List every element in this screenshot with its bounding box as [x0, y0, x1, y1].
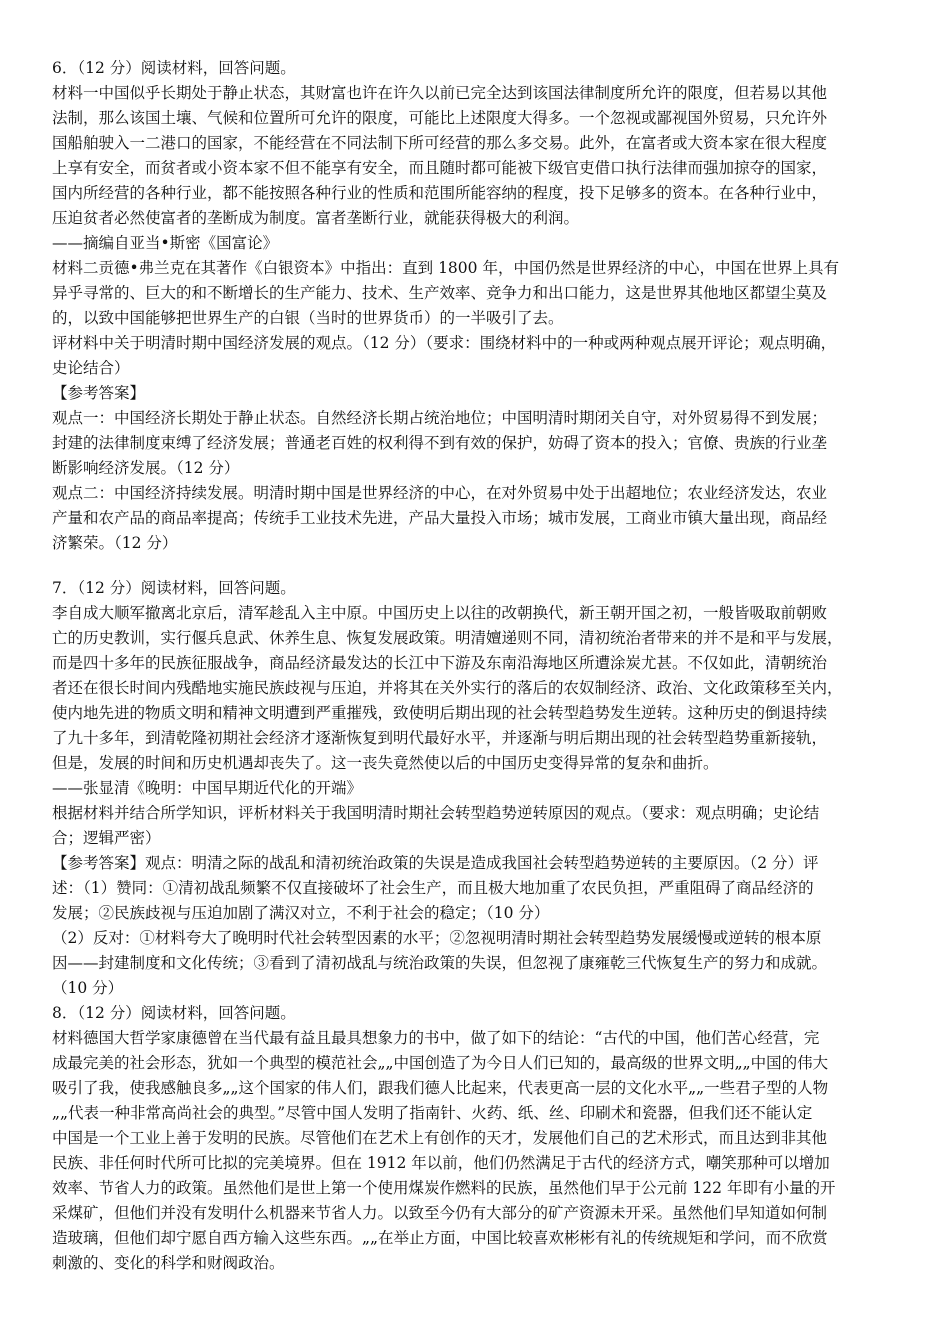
text-line: 的，以致中国能够把世界生产的白银（当时的世界货币）的一半吸引了去。 [52, 309, 564, 327]
text-line: 亡的历史教训，实行偃兵息武、休养生息、恢复发展政策。明清嬗递则不同，清初统治者带来的并不是和平与发展， [52, 629, 843, 647]
text-line: 产量和农产品的商品率提高；传统手工业技术先进，产品大量投入市场；城市发展，工商业市镇大量出现，商品经 [52, 509, 828, 527]
text-line: 效率、节省人力的政策。虽然他们是世上第一个使用煤炭作燃料的民族，虽然他们早于公元前 122 年即有小量的开 [52, 1179, 836, 1197]
text-line: 断影响经济发展。（12 分） [52, 459, 240, 477]
text-line: 材料二贡德•弗兰克在其著作《白银资本》中指出：直到 1800 年，中国仍然是世界经济的中心，中国在世界上具有 [52, 259, 839, 277]
text-line: 上享有安全，而贫者或小资本家不但不能享有安全，而且随时都可能被下级官吏借口执行法律而强加掠夺的国家， [52, 159, 828, 177]
text-line: 者还在很长时间内残酷地实施民族歧视与压迫，并将其在关外实行的落后的农奴制经济、政治、文化政策移至关内， [52, 679, 843, 697]
text-line: 国内所经营的各种行业，都不能按照各种行业的性质和范围所能容纳的程度，投下足够多的资本。在各种行业中， [52, 184, 828, 202]
text-line: 造玻璃，但他们却宁愿自西方输入这些东西。„„在举止方面，中国比较喜欢彬彬有礼的传统规矩和学问，而不欣赏 [52, 1229, 828, 1247]
text-line: „„代表一种非常高尚社会的典型。”尽管中国人发明了指南针、火药、纸、丝、印刷术和瓷器，但我们还不能认定 [52, 1104, 813, 1122]
text-line: 采煤矿，但他们并没有发明什么机器来节省人力。以致至今仍有大部分的矿产资源未开采。虽然他们早知道如何制 [52, 1204, 828, 1222]
text-line: 使内地先进的物质文明和精神文明遭到严重摧残，致使明后期出现的社会转型趋势发生逆转。这种历史的倒退持续 [52, 704, 828, 722]
paragraph-gap [52, 556, 908, 576]
text-line: 7．（12 分）阅读材料，回答问题。 [52, 579, 296, 597]
text-line: 李自成大顺军撤离北京后，清军趁乱入主中原。中国历史上以往的改朝换代，新王朝开国之初，一般皆吸取前朝败 [52, 604, 828, 622]
text-line: 根据材料并结合所学知识，评析材料关于我国明清时期社会转型趋势逆转原因的观点。（要求：观点明确；史论结 [52, 804, 820, 822]
text-line: 史论结合） [52, 359, 130, 377]
text-line: 了九十多年，到清乾隆初期社会经济才逐渐恢复到明代最好水平，并逐渐与明后期出现的社会转型趋势重新接轨， [52, 729, 828, 747]
text-line: 压迫贫者必然使富者的垄断成为制度。富者垄断行业，就能获得极大的利润。 [52, 209, 580, 227]
document-page [52, 56, 908, 1276]
text-line: 【参考答案】观点：明清之际的战乱和清初统治政策的失误是造成我国社会转型趋势逆转的主要原因。（2 分）评 [52, 854, 819, 872]
text-line: 法制，那么该国土壤、气候和位置所可允许的限度，可能比上述限度大得多。一个忽视或鄙视国外贸易，只允许外 [52, 109, 828, 127]
text-line: 6．（12 分）阅读材料，回答问题。 [52, 59, 296, 77]
text-line: 民族、非任何时代所可比拟的完美境界。但在 1912 年以前，他们仍然满足于古代的经济方式，嘲笑那种可以增加 [52, 1154, 830, 1172]
text-line: 材料德国大哲学家康德曾在当代最有益且最具想象力的书中，做了如下的结论：“古代的中国，他们苦心经营，完 [52, 1029, 820, 1047]
text-line: 封建的法律制度束缚了经济发展；普通老百姓的权利得不到有效的保护，妨碍了资本的投入；官僚、贵族的行业垄 [52, 434, 828, 452]
text-line: 发展；②民族歧视与压迫加剧了满汉对立，不利于社会的稳定；（10 分） [52, 904, 550, 922]
text-line: 观点一：中国经济长期处于静止状态。自然经济长期占统治地位；中国明清时期闭关自守，对外贸易得不到发展； [52, 409, 828, 427]
text-line: 异乎寻常的、巨大的和不断增长的生产能力、技术、生产效率、竞争力和出口能力，这是世界其他地区都望尘莫及 [52, 284, 828, 302]
text-line: 评材料中关于明清时期中国经济发展的观点。（12 分）（要求：围绕材料中的一种或两种观点展开评论；观点明确， [52, 334, 837, 352]
text-line: 合；逻辑严密） [52, 829, 161, 847]
text-line: 因——封建制度和文化传统；③看到了清初战乱与统治政策的失误，但忽视了康雍乾三代恢复生产的努力和成就。 [52, 954, 828, 972]
text-line: 济繁荣。（12 分） [52, 534, 178, 552]
text-line: 但是，发展的时间和历史机遇却丧失了。这一丧失竟然使以后的中国历史变得异常的复杂和曲折。 [52, 754, 719, 772]
text-line: ——张显清《晚明：中国早期近代化的开端》 [52, 779, 363, 797]
text-line: 而是四十多年的民族征服战争，商品经济最发达的长江中下游及东南沿海地区所遭涂炭尤甚。不仅如此，清朝统治 [52, 654, 828, 672]
text-line: 国船舶驶入一二港口的国家，不能经营在不同法制下所可经营的那么多交易。此外，在富者或大资本家在很大程度 [52, 134, 828, 152]
text-line: 刺激的、变化的科学和财阀政治。 [52, 1254, 285, 1272]
text-line: （10 分） [52, 979, 124, 997]
text-line: （2）反对：①材料夸大了晚明时代社会转型因素的水平；②忽视明清时期社会转型趋势发展缓慢或逆转的根本原 [52, 929, 822, 947]
text-line: 中国是一个工业上善于发明的民族。尽管他们在艺术上有创作的天才，发展他们自己的艺术形式，而且达到非其他 [52, 1129, 828, 1147]
text-line: 吸引了我，使我感触良多„„这个国家的伟人们，跟我们德人比起来，代表更高一层的文化水平„„一些君子型的人物 [52, 1079, 829, 1097]
text-line: 【参考答案】 [52, 384, 146, 402]
text-line: 述：（1）赞同：①清初战乱频繁不仅直接破坏了社会生产，而且极大地加重了农民负担，严重阻碍了商品经济的 [52, 879, 814, 897]
text-line: 8．（12 分）阅读材料，回答问题。 [52, 1004, 296, 1022]
text-line: 材料一中国似乎长期处于静止状态，其财富也许在许久以前已完全达到该国法律制度所允许的限度，但若易以其他 [52, 84, 828, 102]
text-line: 观点二：中国经济持续发展。明清时期中国是世界经济的中心，在对外贸易中处于出超地位；农业经济发达，农业 [52, 484, 828, 502]
text-line: 成最完美的社会形态，犹如一个典型的模范社会„„中国创造了为今日人们已知的，最高级的世界文明„„中国的伟大 [52, 1054, 829, 1072]
text-line: ——摘编自亚当•斯密《国富论》 [52, 234, 279, 252]
